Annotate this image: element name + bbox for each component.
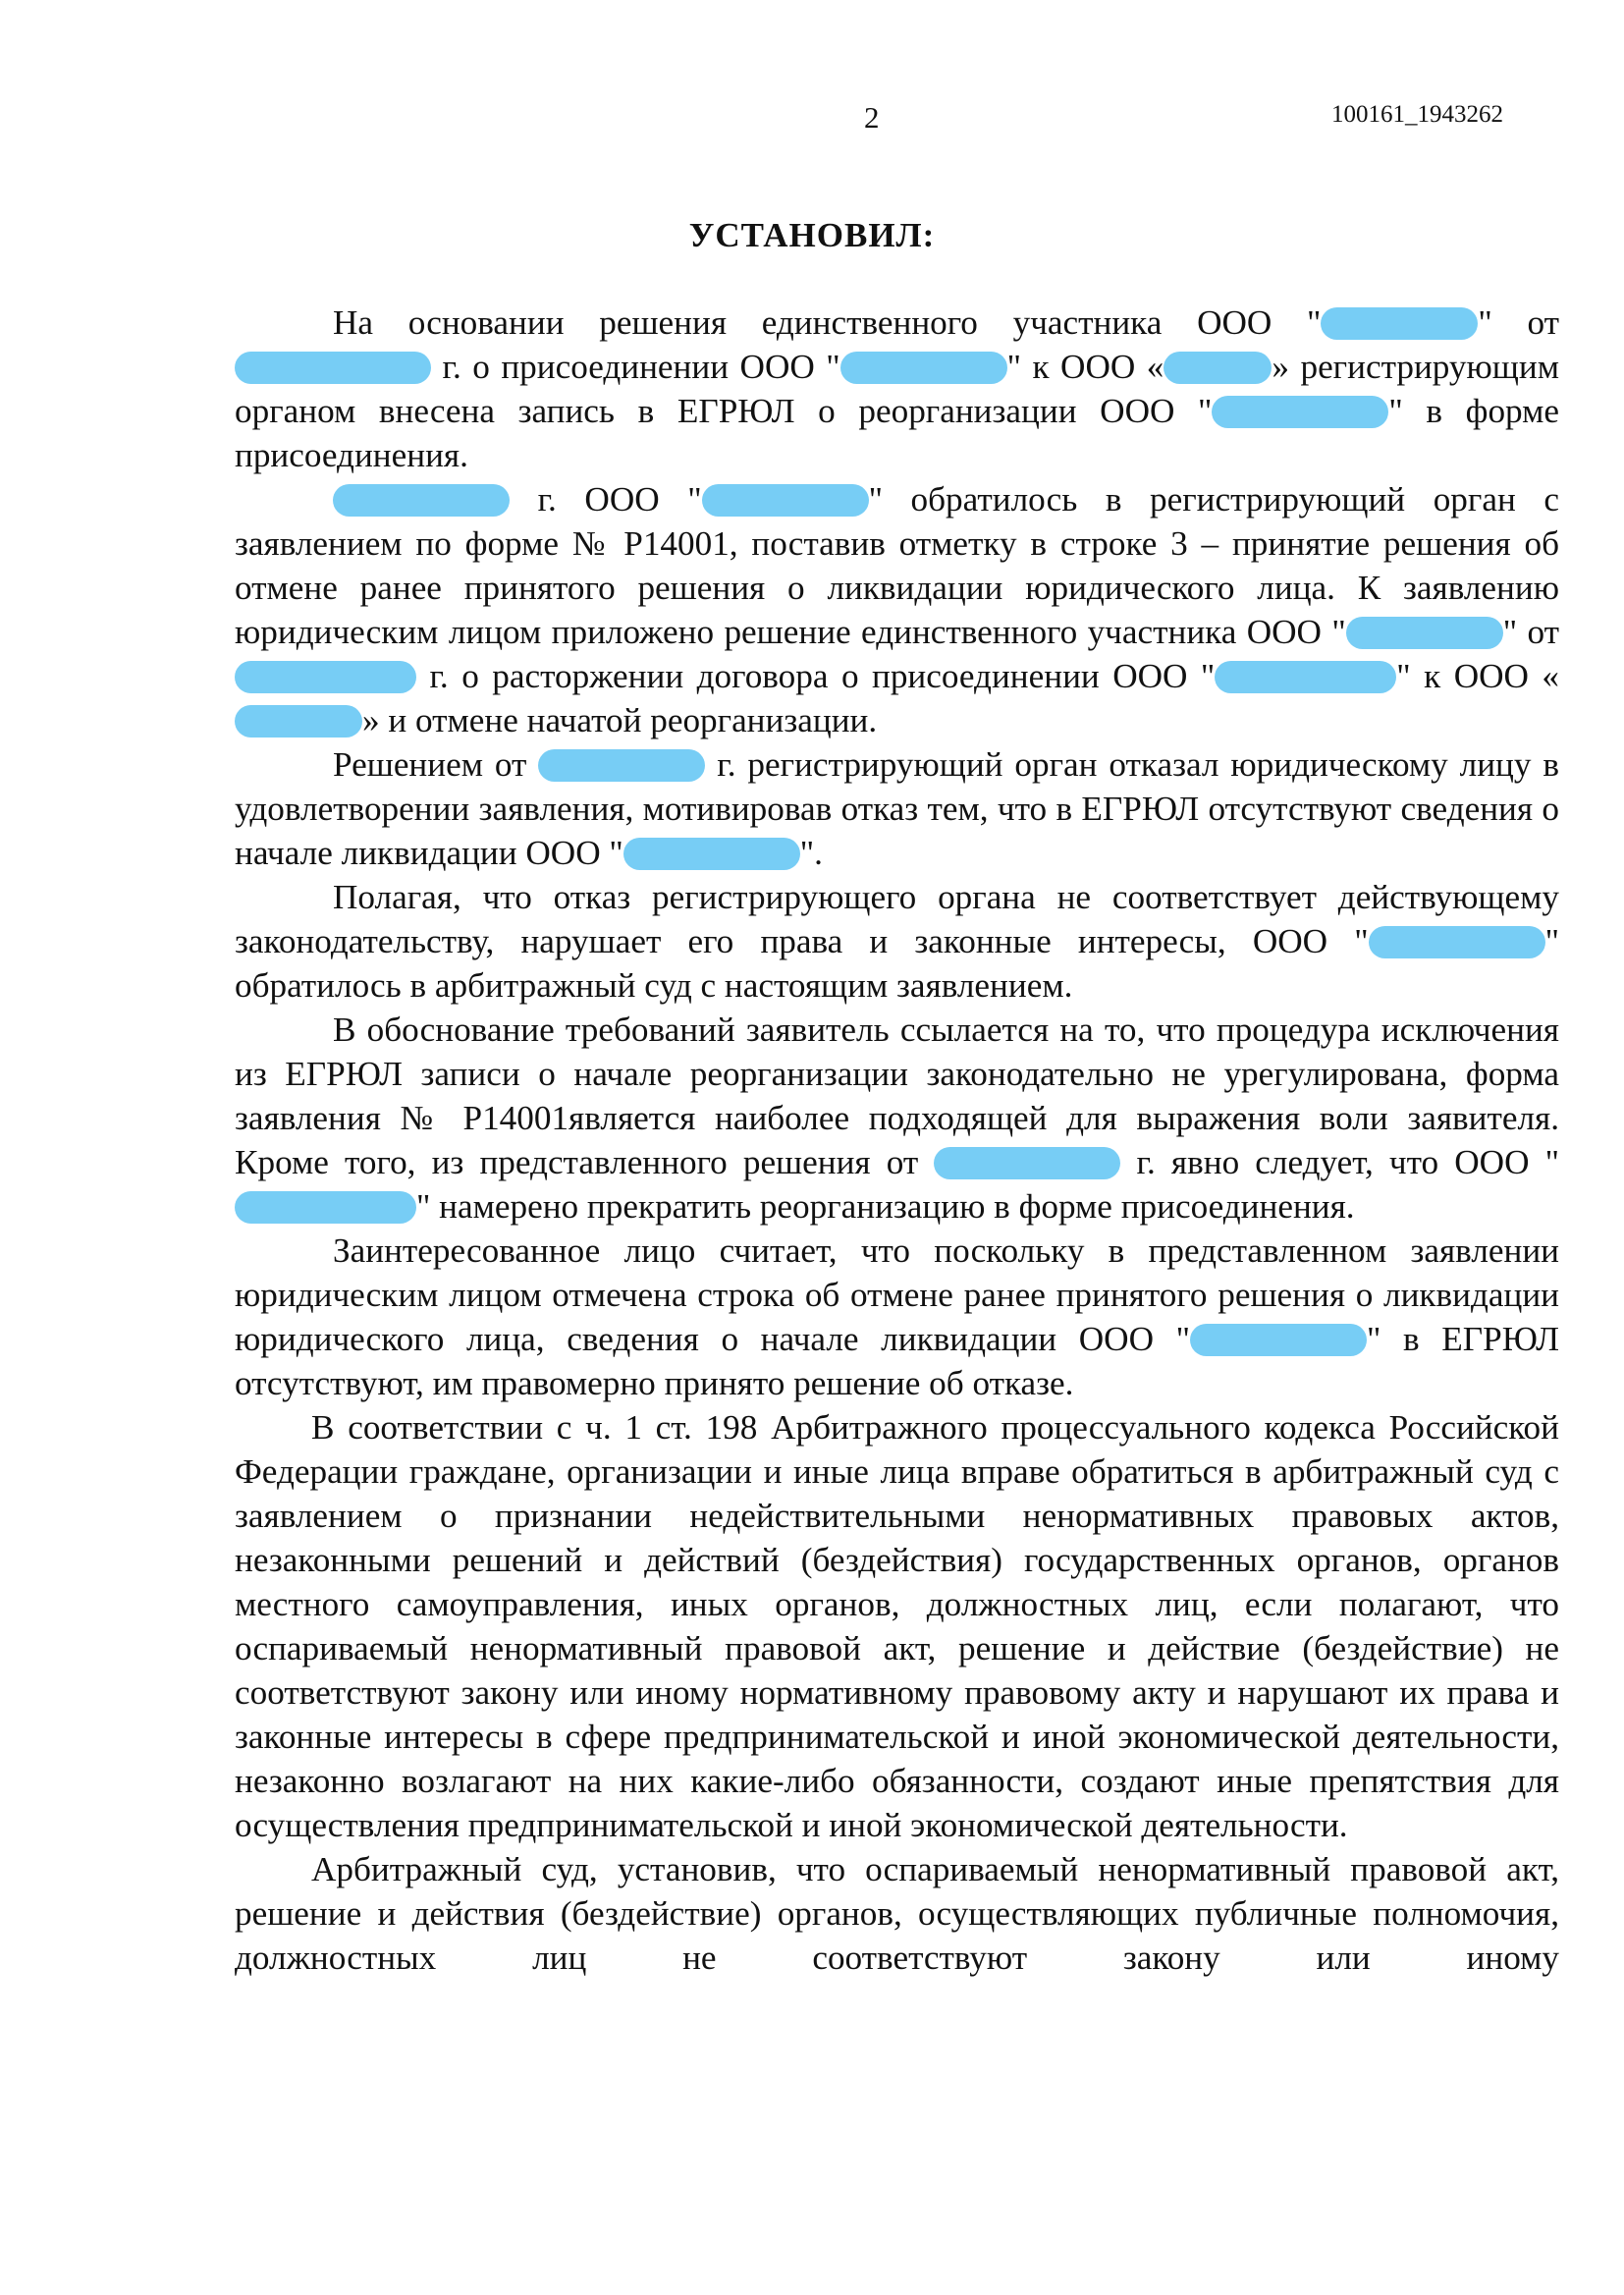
section-heading: УСТАНОВИЛ: (688, 216, 936, 254)
document-id: 100161_1943262 (1331, 101, 1503, 128)
redaction-mark (1369, 926, 1545, 958)
redaction-mark (1346, 617, 1503, 649)
redaction-mark (235, 661, 416, 693)
document-body (235, 301, 1559, 1980)
redaction-mark (235, 352, 431, 384)
paragraph-claim: Полагая, что отказ регистрирующего органа не соответствует действующему законодательству, нарушает его права и законные интересы, ООО " " обратилось в арбитражный суд с настоящим заявлением. (235, 878, 1559, 1005)
redaction-mark (538, 749, 705, 782)
redaction-mark (702, 484, 869, 517)
paragraph-applicant-arguments: В обоснование требований заявитель ссылается на то, что процедура исключения из ЕГРЮЛ записи о начале реорганизации законодательно не урегулирована, форма заявления № Р14001является наиболее подходящей для выражения воли заявителя. Кроме того, из представленного решения от г. явно следует, что ООО "" намерено прекратить реорганизацию в форме присоединения. (235, 1011, 1560, 1226)
redaction-mark (623, 838, 800, 870)
paragraph-refusal: Решением от г. регистрирующий орган отказал юридическому лицу в удовлетворении заявления, мотивировав отказ тем, что в ЕГРЮЛ отсутствуют сведения о начале ликвидации ООО " ". (235, 745, 1559, 872)
redaction-mark (235, 705, 362, 738)
redaction-mark (1190, 1324, 1367, 1356)
paragraph-reorganization-record: На основании решения единственного участника ООО " " от г. о присоединении ООО " " к ООО « » регистрирующим органом внесена запись в ЕГРЮЛ о реорганизации ООО " " в форме присоединения. (235, 303, 1560, 474)
redaction-mark (1321, 307, 1478, 340)
paragraph-legal-basis: В соответствии с ч. 1 ст. 198 Арбитражного процессуального кодекса Российской Федерации граждане, организации и иные лица вправе обратиться в арбитражный суд с заявлением о признании недействительными ненормативных правовых актов, незаконными решений и действий (бездействия) государственных органов, органов местного самоуправления, иных органов, должностных лиц, если полагают, что оспариваемый ненормативный правовой акт, решение и действие (бездействие) не соответствуют закону или иному нормативному правовому акту и нарушают их права и законные интересы в сфере предпринимательской и иной экономической деятельности, незаконно возлагают на них какие-либо обязанности, создают иные препятствия для осуществления предпринимательской и иной экономической деятельности. (235, 1408, 1559, 1844)
paragraph-application: г. ООО " " обратилось в регистрирующий орган с заявлением по форме № Р14001, поставив отметку в строке 3 – принятие решения об отмене ранее принятого решения о ликвидации юридического лица. К заявлению юридическим лицом приложено решение единственного участника ООО " " от г. о расторжении договора о присоединении ООО " " к ООО «» и отмене начатой реорганизации. (235, 480, 1559, 739)
paragraph-court-conclusion: Арбитражный суд, установив, что оспариваемый ненормативный правовой акт, решение и действия (бездействие) органов, осуществляющих публичные полномочия, должностных лиц не соответствуют закону или иному (235, 1850, 1559, 1977)
paragraph-interested-party: Заинтересованное лицо считает, что поскольку в представленном заявлении юридическим лицом отмечена строка об отмене ранее принятого решения о ликвидации юридического лица, сведения о начале ликвидации ООО " " в ЕГРЮЛ отсутствуют, им правомерно принято решение об отказе. (235, 1231, 1559, 1402)
redaction-mark (1164, 352, 1272, 384)
redaction-mark (235, 1191, 416, 1224)
redaction-mark (333, 484, 510, 517)
redaction-mark (934, 1147, 1120, 1179)
page-number: 2 (864, 100, 880, 135)
redaction-mark (840, 352, 1007, 384)
redaction-mark (1215, 661, 1396, 693)
redaction-mark (1212, 396, 1388, 428)
